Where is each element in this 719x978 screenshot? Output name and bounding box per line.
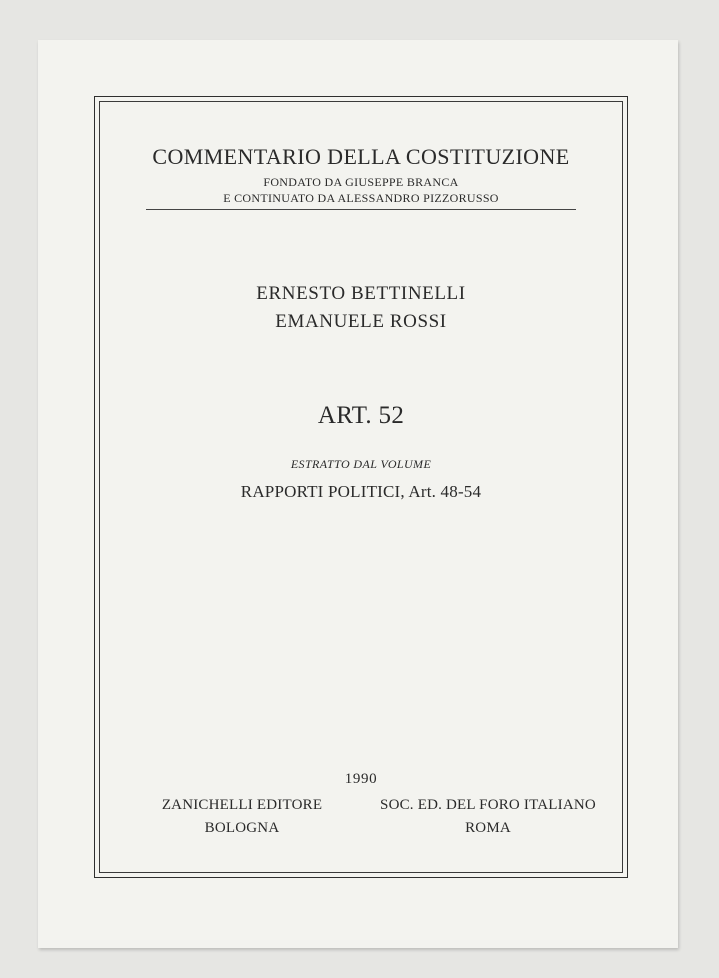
publisher-left-city: BOLOGNA [204, 820, 280, 836]
author-name: ERNESTO BETTINELLI [256, 283, 466, 304]
volume-title: RAPPORTI POLITICI, Art. 48-54 [240, 482, 482, 501]
cover-border-frame [94, 96, 628, 878]
author-name: EMANUELE ROSSI [275, 311, 447, 332]
series-founder: FONDATO DA GIUSEPPE BRANCA [263, 175, 459, 189]
publisher-left-name: ZANICHELLI EDITORE [161, 797, 323, 813]
cover-inner-frame [99, 101, 623, 873]
publisher-right-city: ROMA [465, 820, 511, 836]
publication-year: 1990 [344, 771, 378, 787]
publisher-right-name: SOC. ED. DEL FORO ITALIANO [380, 797, 596, 813]
title-divider [146, 209, 576, 210]
series-continuer: E CONTINUATO DA ALESSANDRO PIZZORUSSO [223, 191, 499, 205]
article-title: ART. 52 [317, 402, 405, 429]
book-cover [38, 40, 678, 948]
series-title: COMMENTARIO DELLA COSTITUZIONE [152, 144, 570, 169]
extract-label: ESTRATTO DAL VOLUME [290, 457, 432, 471]
